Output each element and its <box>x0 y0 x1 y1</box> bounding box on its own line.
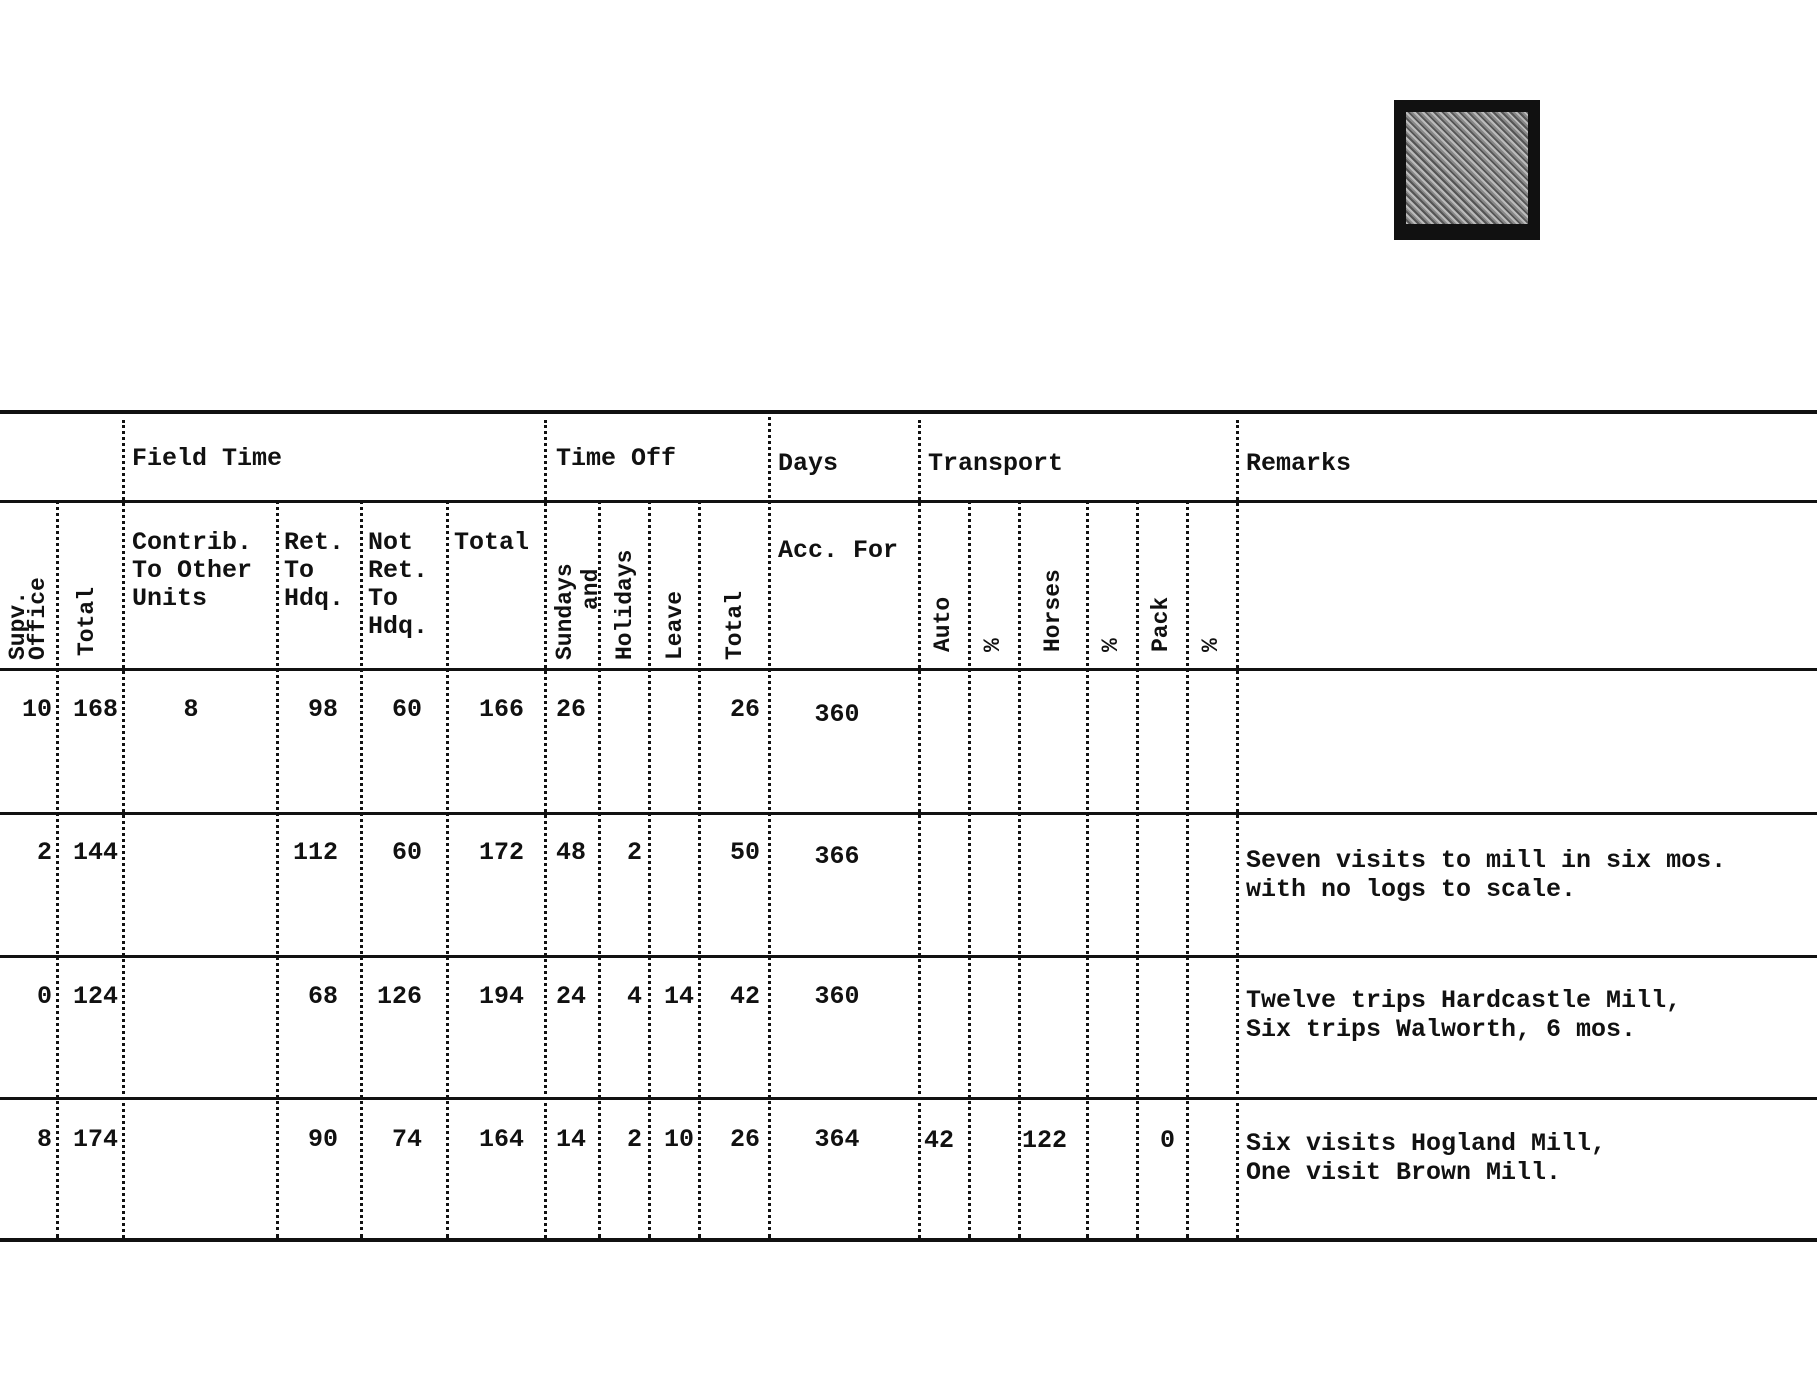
cell-total: 124 <box>72 982 118 1011</box>
group-header-transport: Transport <box>928 449 1064 478</box>
col-header-ret-line2: To <box>284 556 315 585</box>
column-separator <box>122 420 125 1238</box>
group-header-field-time: Field Time <box>132 444 283 473</box>
col-header-not-ret-line2: Ret. <box>368 556 429 585</box>
ink-stamp-icon <box>1394 100 1540 240</box>
row-2-bottom-rule <box>0 955 1817 958</box>
col-header-and: and <box>578 568 604 610</box>
row-1-bottom-rule <box>0 812 1817 815</box>
col-header-sundays: Sundays <box>552 563 578 660</box>
cell-days: 360 <box>814 700 860 729</box>
cell-not-ret: 60 <box>391 838 422 867</box>
col-header-total: Total <box>74 586 100 656</box>
cell-holidays: 2 <box>626 1125 642 1154</box>
col-header-horses-pct: % <box>1098 638 1124 652</box>
cell-field-total: 172 <box>478 838 524 867</box>
cell-pack: 0 <box>1160 1126 1176 1155</box>
group-header-remarks: Remarks <box>1246 449 1352 478</box>
cell-not-ret: 60 <box>391 695 422 724</box>
cell-supv: 10 <box>21 695 52 724</box>
column-separator <box>968 500 971 1238</box>
cell-leave: 14 <box>663 982 694 1011</box>
cell-off-total: 26 <box>729 1125 760 1154</box>
col-header-not-ret-line1: Not <box>368 528 414 557</box>
column-separator <box>360 500 363 1238</box>
group-header-days: Days <box>778 449 839 478</box>
row-3-bottom-rule <box>0 1097 1817 1100</box>
cell-ret: 68 <box>307 982 338 1011</box>
cell-remarks-line1: Twelve trips Hardcastle Mill, <box>1246 986 1682 1015</box>
col-header-off-total: Total <box>722 590 748 660</box>
column-separator <box>1086 500 1089 1238</box>
cell-not-ret: 126 <box>376 982 422 1011</box>
cell-total: 174 <box>72 1125 118 1154</box>
column-separator <box>1136 500 1139 1238</box>
column-separator <box>1186 500 1189 1238</box>
cell-sundays: 14 <box>556 1125 587 1154</box>
cell-sundays: 24 <box>556 982 587 1011</box>
cell-days: 366 <box>814 842 860 871</box>
cell-sundays: 26 <box>556 695 587 724</box>
col-header-holidays: Holidays <box>612 549 638 660</box>
cell-ret: 90 <box>307 1125 338 1154</box>
col-header-leave: Leave <box>662 590 688 660</box>
cell-off-total: 50 <box>729 838 760 867</box>
col-header-not-ret-line3: To <box>368 584 399 613</box>
cell-field-total: 194 <box>478 982 524 1011</box>
cell-off-total: 26 <box>729 695 760 724</box>
cell-days: 364 <box>814 1125 860 1154</box>
col-header-ret-line1: Ret. <box>284 528 345 557</box>
cell-contrib: 8 <box>183 695 199 724</box>
col-header-pack-pct: % <box>1198 638 1224 652</box>
column-separator <box>1018 500 1021 1238</box>
cell-auto: 42 <box>924 1126 955 1155</box>
cell-supv: 8 <box>36 1125 52 1154</box>
col-header-not-ret-line4: Hdq. <box>368 612 429 641</box>
cell-days: 360 <box>814 982 860 1011</box>
column-header-bottom-rule <box>0 668 1817 671</box>
cell-holidays: 2 <box>626 838 642 867</box>
cell-off-total: 42 <box>729 982 760 1011</box>
column-separator <box>446 500 449 1238</box>
col-header-ret-line3: Hdq. <box>284 584 345 613</box>
cell-field-total: 164 <box>478 1125 524 1154</box>
cell-ret: 112 <box>292 838 338 867</box>
col-header-supv-office: Supv. Office <box>5 577 51 660</box>
column-separator <box>276 500 279 1238</box>
group-header-time-off: Time Off <box>556 444 677 473</box>
column-separator <box>918 420 921 1238</box>
cell-supv: 0 <box>36 982 52 1011</box>
col-header-horses: Horses <box>1040 569 1066 652</box>
column-separator <box>648 500 651 1238</box>
cell-not-ret: 74 <box>391 1125 422 1154</box>
col-header-auto: Auto <box>930 596 956 652</box>
cell-remarks-line2: One visit Brown Mill. <box>1246 1158 1562 1187</box>
cell-field-total: 166 <box>478 695 524 724</box>
header-divider-rule <box>0 500 1817 503</box>
cell-total: 168 <box>72 695 118 724</box>
column-separator <box>698 500 701 1238</box>
column-separator <box>56 500 59 1238</box>
table-top-rule <box>0 410 1817 414</box>
cell-remarks-line1: Seven visits to mill in six mos. <box>1246 846 1727 875</box>
cell-sundays: 48 <box>556 838 587 867</box>
table-bottom-rule <box>0 1238 1817 1242</box>
cell-supv: 2 <box>36 838 52 867</box>
col-header-auto-pct: % <box>980 638 1006 652</box>
cell-horses: 122 <box>1022 1126 1068 1155</box>
column-separator <box>1236 420 1239 1238</box>
cell-holidays: 4 <box>626 982 642 1011</box>
column-separator <box>768 410 771 1238</box>
cell-ret: 98 <box>307 695 338 724</box>
col-header-field-total: Total <box>454 528 530 557</box>
col-header-contrib-line3: Units <box>132 584 208 613</box>
cell-leave: 10 <box>663 1125 694 1154</box>
cell-total: 144 <box>72 838 118 867</box>
cell-remarks-line1: Six visits Hogland Mill, <box>1246 1129 1607 1158</box>
col-header-contrib-line1: Contrib. <box>132 528 253 557</box>
cell-remarks-line2: Six trips Walworth, 6 mos. <box>1246 1015 1637 1044</box>
col-header-pack: Pack <box>1148 596 1174 652</box>
column-separator <box>544 420 547 1238</box>
cell-remarks-line2: with no logs to scale. <box>1246 875 1577 904</box>
col-header-contrib-line2: To Other <box>132 556 253 585</box>
col-header-acc-for: Acc. For <box>778 536 899 565</box>
column-separator <box>598 500 601 1238</box>
